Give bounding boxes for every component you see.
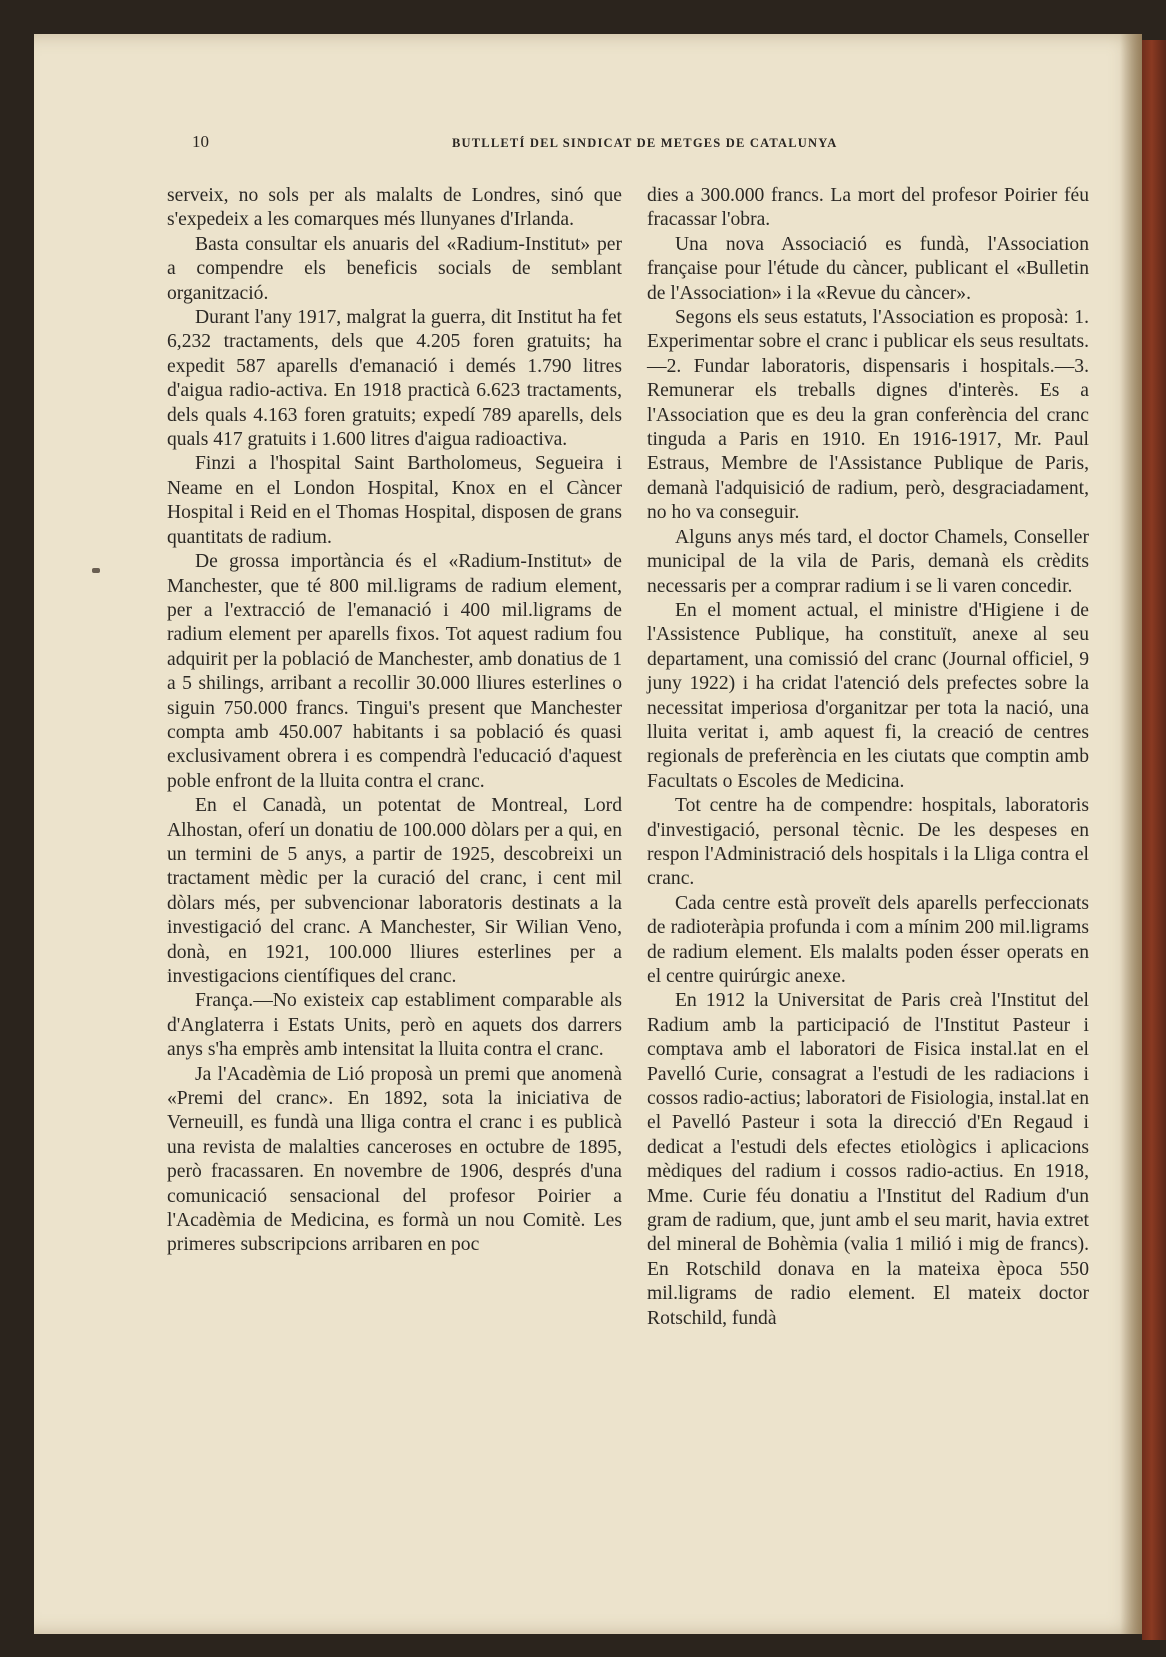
- running-head: BUTLLETÍ DEL SINDICAT DE METGES DE CATALUNYA: [452, 136, 838, 150]
- paragraph: De grossa importància és el «Radium-Institut» de Manchester, que té 800 mil.ligrams de radium element, per a l'extracció de l'emanació i 400 mil.ligrams de radium element per aparells fixos. Tot aquest radium fou adquirit per la població de Manchester, amb donatius de 1 a 5 shilings, arribant a recollir 30.000 lliures esterlines o siguin 750.000 francs. Tingui's present que Manchester compta amb 450.007 habitants i sa població és quasi exclusivament obrera i es compendrà l'educació d'aquest poble enfront de la lluita contra el cranc.: [167, 551, 622, 792]
- left-column: [167, 184, 622, 1258]
- right-column: [647, 184, 1089, 1331]
- paragraph: Una nova Associació es fundà, l'Association française pour l'étude du càncer, publicant el «Bulletin de l'Association» i la «Revue du càncer».: [647, 233, 1089, 304]
- book-edge: [1142, 40, 1166, 1640]
- paragraph: Finzi a l'hospital Saint Bartholomeus, Segueira i Neame en el London Hospital, Knox en el Càncer Hospital i Reid en el Thomas Hospital, disposen de grans quantitats de radium.: [167, 453, 622, 548]
- paragraph: En el moment actual, el ministre d'Higiene i de l'Assistence Publique, ha constituït, anexe al seu departament, una comissió del cranc (Journal officiel, 9 juny 1922) i ha cridat l'atenció dels prefectes sobre la necessitat imperiosa d'organitzar per tota la nació, una lluita veritat i, amb aquest fi, la creació de centres regionals de preferència en les ciutats que comptin amb Facultats o Escoles de Medicina.: [647, 599, 1089, 792]
- paragraph: En el Canadà, un potentat de Montreal, Lord Alhostan, oferí un donatiu de 100.000 dòlars per a qui, en un termini de 5 anys, a partir de 1925, descobreixi un tractament mèdic per la curació del cranc, i cent mil dòlars més, per subvencionar laboratoris destinats a la investigació del cranc. A Manchester, Sir Wilian Veno, donà, en 1921, 100.000 lliures esterlines per a investigacions científiques del cranc.: [167, 795, 622, 987]
- paragraph: Cada centre està proveït dels aparells perfeccionats de radioteràpia profunda i com a mínim 200 mil.ligrams de radium element. Els malalts poden ésser operats en el centre quirúrgic anexe.: [647, 892, 1089, 987]
- page-number: 10: [192, 132, 209, 151]
- paragraph: França.—No existeix cap establiment comparable als d'Anglaterra i Estats Units, però en aquets dos darrers anys s'ha emprès amb intensitat la lluita contra el cranc.: [167, 990, 622, 1061]
- paragraph: Segons els seus estatuts, l'Association es proposà: 1. Experimentar sobre el cranc i publicar els seus resultats.—2. Fundar laboratoris, dispensaris i hospitals.—3. Remunerar els treballs dignes d'interès. Es a l'Association que es deu la gran conferència del cranc tinguda a Paris en 1910. En 1916-1917, Mr. Paul Estraus, Membre de l'Assistance Publique de Paris, demanà l'adquisició de radium, però, desgraciadament, no ho va conseguir.: [647, 307, 1089, 524]
- paragraph: Ja l'Acadèmia de Lió proposà un premi que anomenà «Premi del cranc». En 1892, sota la iniciativa de Verneuill, es fundà una lliga contra el cranc i es publicà una revista de malalties canceroses en octubre de 1895, però fracassaren. En novembre de 1906, després d'una comunicació sensacional del profesor Poirier a l'Acadèmia de Medicina, es formà un nou Comitè. Les primeres subscripcions arribaren en poc: [167, 1063, 622, 1256]
- paragraph: Alguns anys més tard, el doctor Chamels, Conseller municipal de la vila de Paris, demanà els crèdits necessaris per a comprar radium i se li varen concedir.: [647, 526, 1089, 597]
- margin-mark: [92, 568, 100, 573]
- paragraph: En 1912 la Universitat de Paris creà l'Institut del Radium amb la participació de l'Institut Pasteur i comptava amb el laboratori de Fisica instal.lat en el Pavelló Curie, consagrat a l'estudi de les radiacions i cossos radio-actius; laboratori de Fisiologia, instal.lat en el Pavelló Pasteur i sota la direcció d'En Regaud i dedicat a l'estudi dels efectes etiològics i aplicacions mèdiques del radium i cossos radio-actius. En 1918, Mme. Curie féu donatiu a l'Institut del Radium d'un gram de radium, que, junt amb el seu marit, havia extret del mineral de Bohèmia (valia 1 milió i mig de francs). En Rotschild donava en la mateixa època 550 mil.ligrams de radio element. El mateix doctor Rotschild, fundà: [647, 990, 1089, 1329]
- document-page: [34, 34, 1142, 1634]
- page-gutter-shadow: [1120, 34, 1142, 1634]
- paragraph: Basta consultar els anuaris del «Radium-Institut» per a compendre els beneficis socials de semblant organització.: [167, 233, 622, 304]
- paragraph: serveix, no sols per als malalts de Londres, sinó que s'expedeix a les comarques més llunyanes d'Irlanda.: [167, 185, 622, 231]
- page-header: [152, 96, 1032, 151]
- paragraph: dies a 300.000 francs. La mort del profesor Poirier féu fracassar l'obra.: [647, 185, 1089, 231]
- paragraph: Tot centre ha de compendre: hospitals, laboratoris d'investigació, personal tècnic. De les despeses en respon l'Administració dels hospitals i la Lliga contra el cranc.: [647, 795, 1089, 890]
- paragraph: Durant l'any 1917, malgrat la guerra, dit Institut ha fet 6,232 tractaments, dels que 4.205 foren gratuits; ha expedit 587 aparells d'emanació i demés 1.790 litres d'aigua radio-activa. En 1918 practicà 6.623 tractaments, dels quals 4.163 foren gratuits; expedí 789 aparells, dels quals 417 gratuits i 1.600 litres d'aigua radioactiva.: [167, 307, 622, 451]
